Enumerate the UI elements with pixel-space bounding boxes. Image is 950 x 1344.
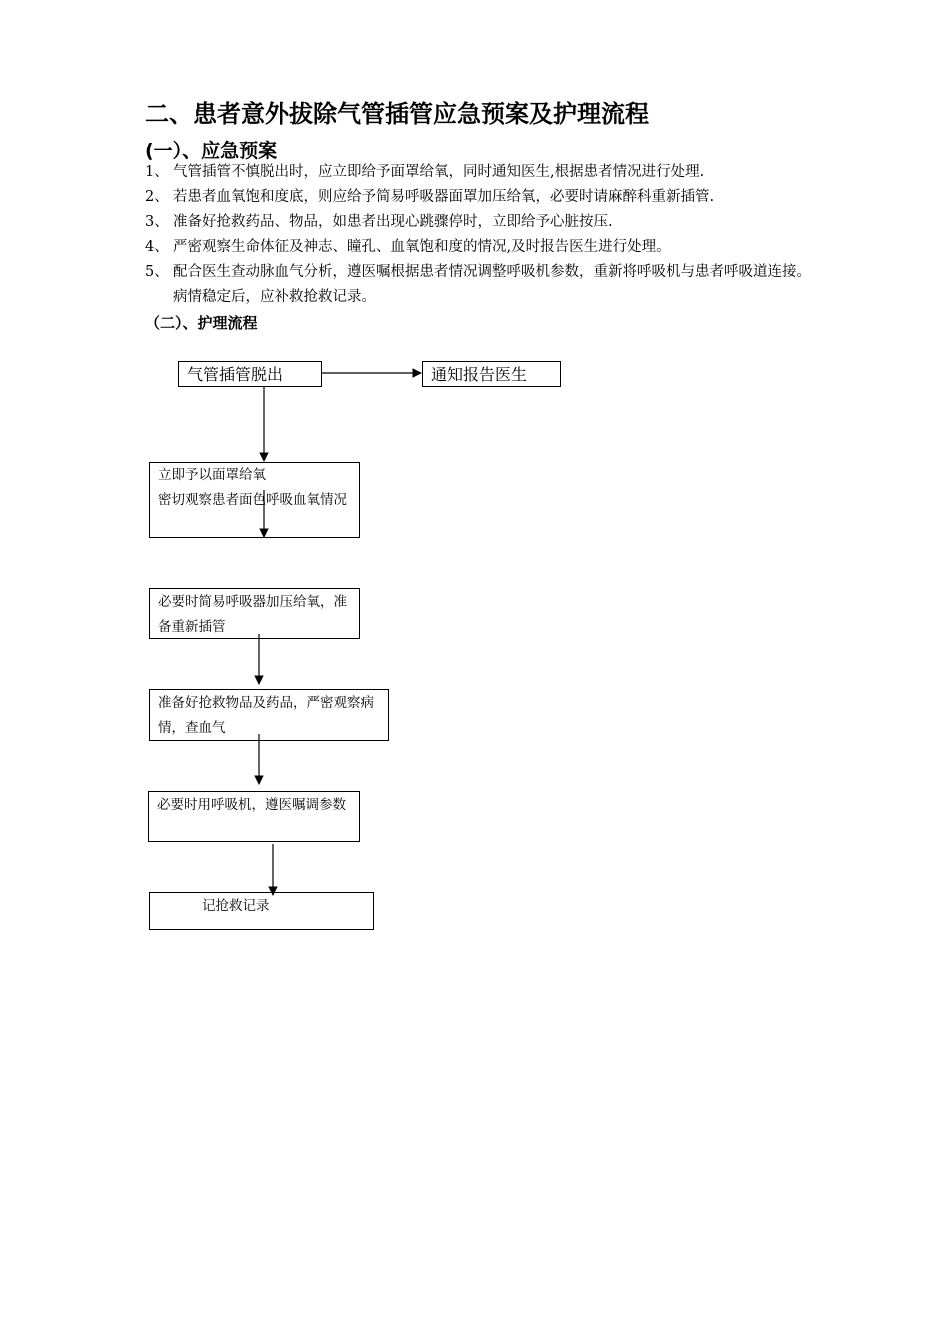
item-number: 5、 [145,264,169,280]
flow-box-label: 通知报告医生 [431,365,528,384]
item-text: 配合医生查动脉血气分析，遵医嘱根据患者情况调整呼吸机参数，重新将呼吸机与患者呼吸道连接。病情稳定后，应补救抢救记录。 [173,264,811,305]
nursing-flow-heading: （二）、护理流程 [145,314,258,332]
flow-box-prepare-rescue [149,689,389,741]
flow-box-label: 密切观察患者面色呼吸血氧情况 [158,492,347,508]
item-number: 1、 [145,164,169,180]
item-text: 严密观察生命体征及神志、瞳孔、血氧饱和度的情况,及时报告医生进行处理。 [173,239,671,255]
item-text: 气管插管不慎脱出时，应立即给予面罩给氧，同时通知医生,根据患者情况进行处理. [173,164,705,180]
flow-box-label: 气管插管脱出 [187,365,284,384]
list-item [145,160,825,185]
flow-box-notify-doctor [422,361,561,387]
flow-box-label: 立即予以面罩给氧 [158,467,266,483]
flow-box-label: 准备好抢救物品及药品，严密观察病情，查血气 [158,695,374,736]
emergency-plan-heading: (一）、应急预案 [145,140,278,162]
flow-box-tube-dislodged [178,361,322,387]
flow-box-mask-oxygen [149,462,360,538]
item-number: 2、 [145,189,169,205]
flow-box-label: 必要时简易呼吸器加压给氧，准备重新插管 [158,594,347,635]
item-number: 4、 [145,239,169,255]
item-text: 若患者血氧饱和度底，则应给予简易呼吸器面罩加压给氧，必要时请麻醉科重新插管. [173,189,715,205]
flow-box-label: 记抢救记录 [202,898,270,914]
list-item [145,185,825,210]
flow-box-label: 必要时用呼吸机，遵医嘱调参数 [157,797,346,813]
flow-box-ventilator [148,791,360,842]
flow-box-record [149,892,374,930]
item-text: 准备好抢救药品、物品，如患者出现心跳骤停时，立即给予心脏按压. [173,214,613,230]
emergency-plan-list [145,160,825,310]
flow-box-resuscitator [149,588,360,639]
list-item [145,210,825,235]
list-item [145,260,825,310]
item-number: 3、 [145,214,169,230]
document-title: 二、患者意外拔除气管插管应急预案及护理流程 [145,100,649,128]
list-item [145,235,825,260]
